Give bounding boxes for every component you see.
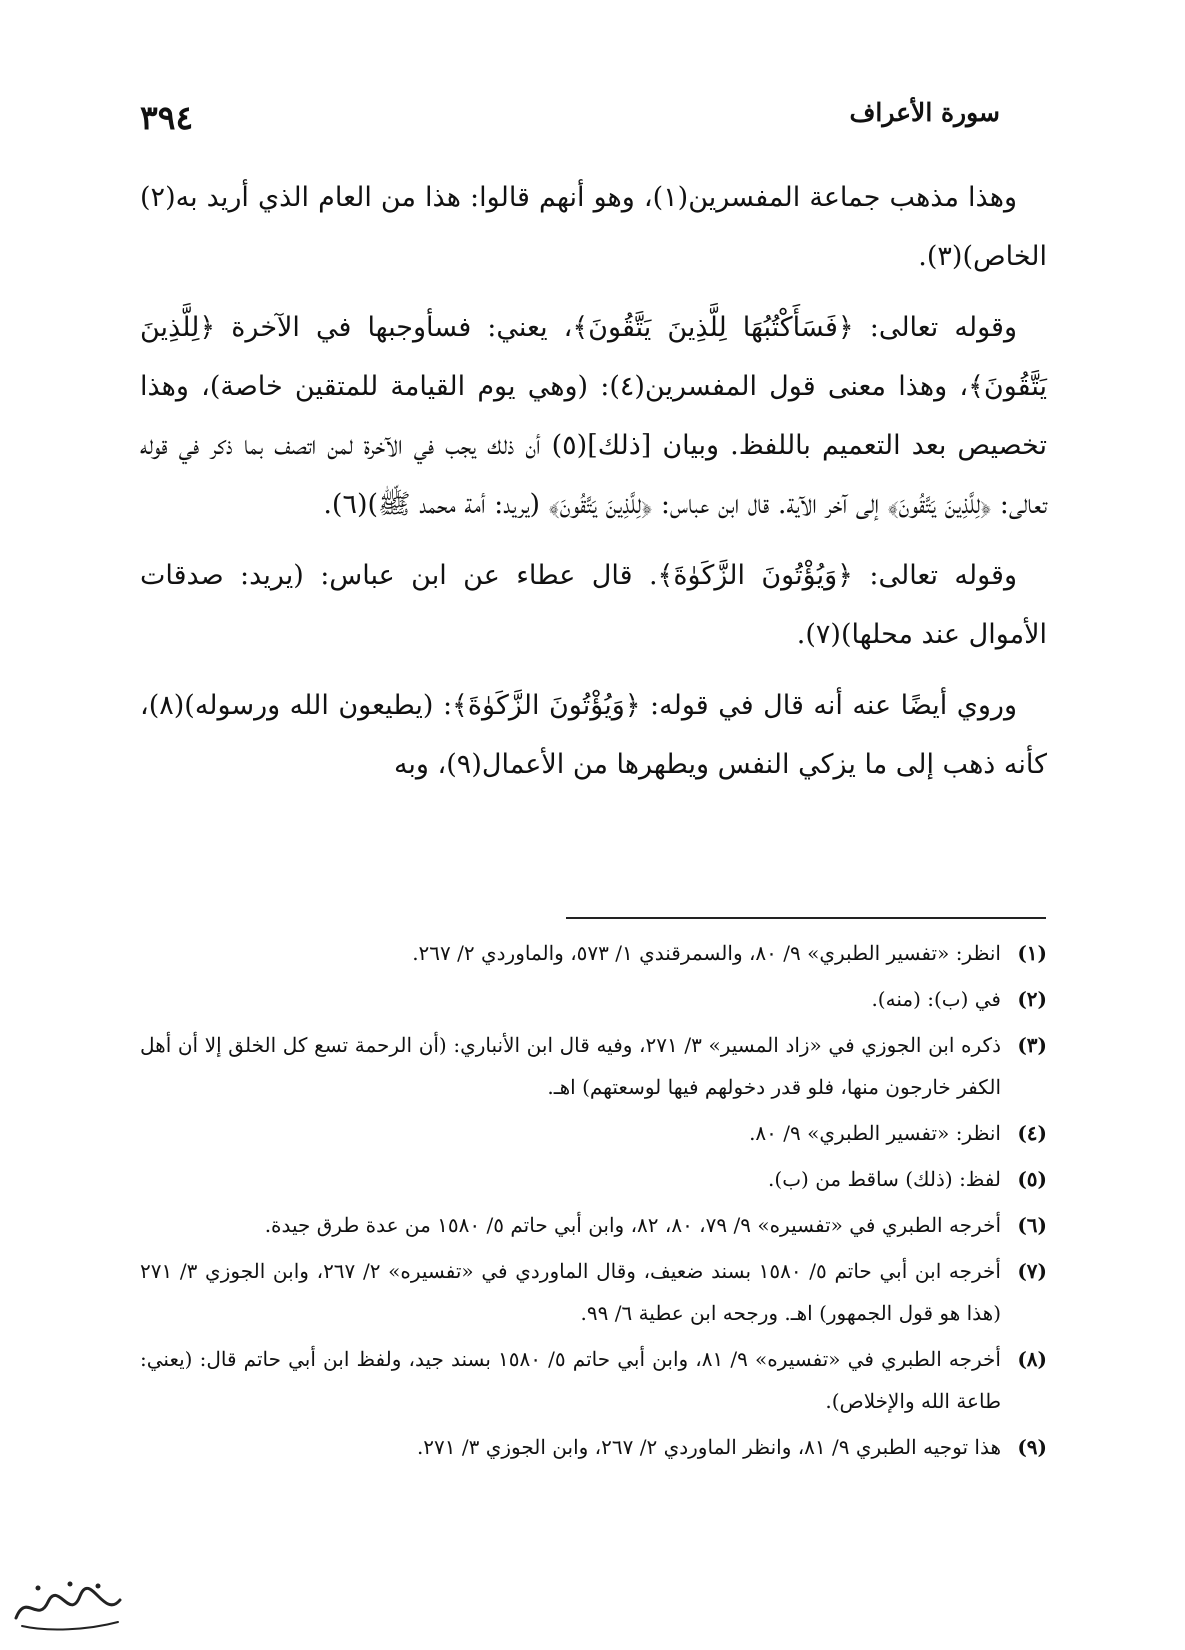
footnote [140,1112,1047,1154]
page-header [140,98,1000,148]
footnote-text: أخرجه الطبري في «تفسيره» ٩/ ٧٩، ٨٠، ٨٢، وابن أبي حاتم ٥/ ١٥٨٠ من عدة طرق جيدة. [264,1213,1001,1237]
footnote-text: أخرجه الطبري في «تفسيره» ٩/ ٨١، وابن أبي حاتم ٥/ ١٥٨٠ بسند جيد، ولفظ ابن أبي حاتم قال: (يعني: طاعة الله والإخلاص). [140,1347,1001,1413]
footnote-text: ذكره ابن الجوزي في «زاد المسير» ٣/ ٢٧١، وفيه قال ابن الأنباري: (أن الرحمة تسع كل الخلق إلا أن أهل الكفر خارجون منها، فلو قدر دخولهم فيها لوسعتهم) اهـ. [140,1033,1001,1099]
footnote [140,1204,1047,1246]
footnote-number: (٩) [1017,1435,1047,1459]
footnote-number: (٨) [1017,1347,1047,1371]
footnote-text: هذا توجيه الطبري ٩/ ٨١، وانظر الماوردي ٢/ ٢٦٧، وابن الجوزي ٣/ ٢٧١. [416,1435,1001,1459]
footnote [140,1158,1047,1200]
footnote-text: في (ب): (منه). [871,987,1001,1011]
footnote-number: (٥) [1017,1167,1047,1191]
paragraph: وهذا مذهب جماعة المفسرين(١)، وهو أنهم قالوا: هذا من العام الذي أريد به(٢) الخاص)(٣). [140,182,1047,272]
main-text [140,168,1047,806]
footnote-number: (٢) [1017,987,1047,1011]
publisher-logo [8,1572,128,1636]
footnote-number: (٣) [1017,1033,1047,1057]
footnote-text: انظر: «تفسير الطبري» ٩/ ٨٠. [749,1121,1001,1145]
footnote-number: (٦) [1017,1213,1047,1237]
footnote-text: أخرجه ابن أبي حاتم ٥/ ١٥٨٠ بسند ضعيف، وقال الماوردي في «تفسيره» ٢/ ٢٦٧، وابن الجوزي ٣/ ٢٧١ (هذا هو قول الجمهور) اهـ. ورجحه ابن عطية ٦/ ٩٩. [140,1259,1001,1325]
footnote [140,978,1047,1020]
footnote [140,1426,1047,1468]
footnote-number: (٤) [1017,1121,1047,1145]
footnote [140,1024,1047,1108]
paragraph: وقوله تعالى: ﴿وَيُؤْتُونَ الزَّكَوٰةَ﴾. قال عطاء عن ابن عباس: (يريد: صدقات الأموال عند محلها)(٧). [140,560,1047,650]
footnote-separator [566,917,1046,919]
footnote-text: انظر: «تفسير الطبري» ٩/ ٨٠، والسمرقندي ١/ ٥٧٣، والماوردي ٢/ ٢٦٧. [412,941,1001,965]
footnotes [140,932,1047,1472]
footnote [140,1250,1047,1334]
footnote [140,932,1047,974]
footnote-number: (٧) [1017,1259,1047,1283]
page-number: ٣٩٤ [140,98,194,137]
footnote-text: لفظ: (ذلك) ساقط من (ب). [768,1167,1001,1191]
surah-title: سورة الأعراف [849,98,1000,127]
footnote-number: (١) [1017,941,1047,965]
paragraph: وقوله تعالى: ﴿فَسَأَكْتُبُهَا لِلَّذِينَ يَتَّقُونَ﴾، يعني: فسأوجبها في الآخرة ﴿لِلَّذِينَ يَتَّقُونَ﴾، وهذا معنى قول المفسرين(٤): (وهي يوم القيامة للمتقين خاصة)، وهذا تخصيص بعد التعميم باللفظ. وبيان [ذلك](٥) أن ذلك يجب في الآخرة لمن اتصف بما ذكر في قوله تعالى: ﴿لِلَّذِينَ يَتَّقُونَ﴾ إلى آخر الآية. قال ابن عباس: ﴿لِلَّذِينَ يَتَّقُونَ﴾ (يريد: أمة محمد ﷺ)(٦). [140,312,1047,520]
paragraph: وروي أيضًا عنه أنه قال في قوله: ﴿وَيُؤْتُونَ الزَّكَوٰةَ﴾: (يطيعون الله ورسوله)(٨)، كأنه ذهب إلى ما يزكي النفس ويطهرها من الأعمال(٩)، وبه [140,690,1047,780]
footnote [140,1338,1047,1422]
